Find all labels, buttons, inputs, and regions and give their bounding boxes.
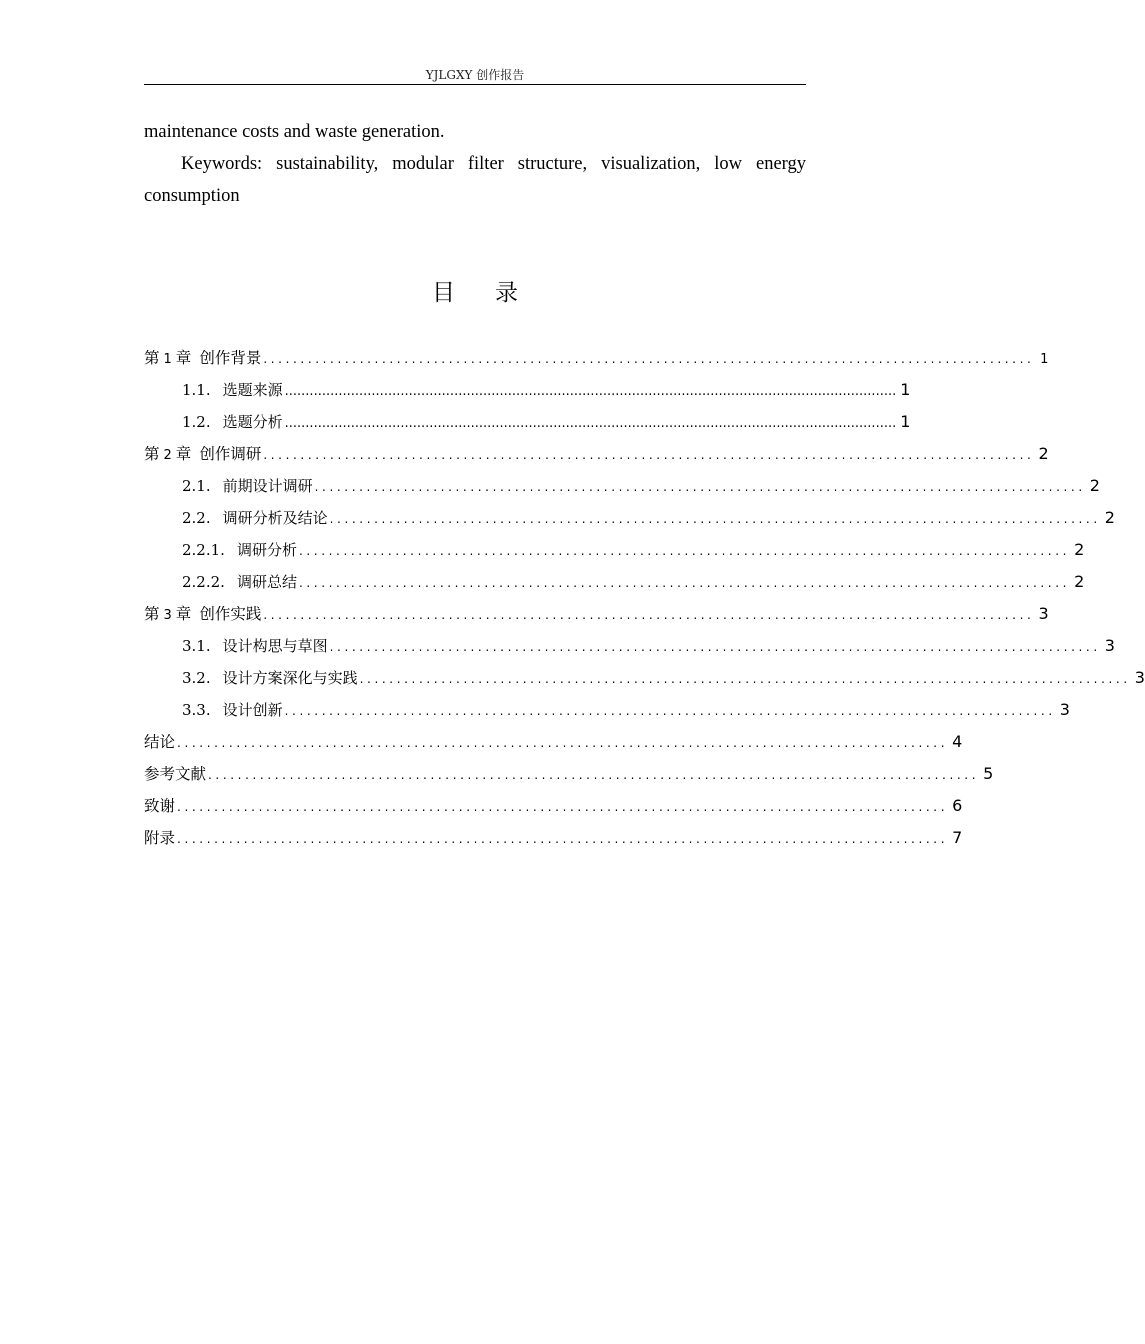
toc-section-number: 2.1. bbox=[182, 477, 211, 495]
toc-dot-leader: ........................................................................................................ bbox=[177, 800, 949, 814]
toc-dot-leader: ........................................................................................................ bbox=[359, 672, 1131, 686]
toc-page-number: 2 bbox=[1038, 444, 1049, 463]
toc-dot-leader: ........................................................................................................ bbox=[263, 448, 1035, 462]
table-of-contents bbox=[144, 342, 1145, 854]
toc-dot-leader: ........................................................................................................ bbox=[177, 736, 949, 750]
toc-title bbox=[0, 275, 950, 311]
toc-entry-3-2[interactable] bbox=[144, 662, 1145, 694]
toc-page-number: 2 bbox=[1074, 572, 1085, 591]
keywords-paragraph: Keywords: sustainability, modular filter structure, visualization, low energy consumption bbox=[144, 154, 806, 206]
toc-page-number: 2 bbox=[1104, 508, 1115, 527]
toc-entry-title: 调研总结 bbox=[236, 573, 297, 591]
toc-chapter-prefix: 第 bbox=[144, 605, 160, 623]
toc-page-number: 2 bbox=[1074, 540, 1085, 559]
toc-section-number: 2.2.1. bbox=[182, 541, 225, 559]
toc-chapter-suffix: 章 bbox=[175, 349, 192, 367]
toc-dot-leader: .................................................................................................................................................... bbox=[284, 384, 897, 399]
toc-entry-title: 调研分析及结论 bbox=[222, 509, 328, 527]
toc-dot-leader: ........................................................................................................ bbox=[263, 608, 1035, 622]
toc-page-number: 1 bbox=[900, 412, 911, 431]
toc-chapter-suffix: 章 bbox=[175, 605, 192, 623]
toc-dot-leader: ........................................................................................................ bbox=[177, 832, 949, 846]
toc-entry-title-char-2: 谢 bbox=[159, 797, 176, 815]
toc-page-number: 5 bbox=[983, 764, 994, 783]
toc-page-number: 1 bbox=[900, 380, 911, 399]
toc-entry-title: 设计构思与草图 bbox=[222, 637, 328, 655]
toc-page-number: 6 bbox=[952, 796, 963, 815]
toc-dot-leader: ........................................................................................................ bbox=[314, 480, 1086, 494]
toc-entry-title-char-1: 附 bbox=[144, 829, 160, 847]
toc-entry-title: 设计创新 bbox=[222, 701, 283, 719]
toc-entry-title: 设计方案深化与实践 bbox=[222, 669, 358, 687]
toc-dot-leader: ........................................................................................................ bbox=[208, 768, 980, 782]
toc-title-char-2: 录 bbox=[495, 280, 518, 306]
toc-section-number: 1.2. bbox=[182, 413, 211, 431]
toc-section-number: 2.2. bbox=[182, 509, 211, 527]
toc-page-number: 2 bbox=[1089, 476, 1100, 495]
toc-chapter-number: 2 bbox=[163, 448, 172, 463]
toc-dot-leader: ........................................................................................................ bbox=[329, 512, 1101, 526]
toc-page-number: 3 bbox=[1104, 636, 1115, 655]
toc-page-number: 7 bbox=[952, 828, 963, 847]
toc-entry-chapter-3[interactable] bbox=[144, 598, 1049, 630]
toc-dot-leader: ........................................................................................................ bbox=[298, 576, 1071, 590]
toc-page-number: 3 bbox=[1134, 668, 1145, 687]
toc-entry-title-char-1: 致 bbox=[144, 797, 160, 815]
toc-section-number: 2.2.2. bbox=[182, 573, 225, 591]
toc-entry-title: 参考文献 bbox=[144, 765, 207, 783]
toc-dot-leader: ........................................................................................................ bbox=[298, 544, 1071, 558]
toc-chapter-prefix: 第 bbox=[144, 349, 160, 367]
toc-dot-leader: ........................................................................................................ bbox=[263, 352, 1035, 366]
toc-page-number: 1 bbox=[1040, 352, 1049, 367]
toc-entry-2-2-2[interactable] bbox=[144, 566, 1085, 598]
toc-entry-title: 创作实践 bbox=[199, 605, 262, 623]
toc-entry-3-1[interactable] bbox=[144, 630, 1115, 662]
toc-section-number: 3.3. bbox=[182, 701, 211, 719]
toc-dot-leader: .................................................................................................................................................... bbox=[284, 416, 897, 431]
toc-entry-2-2[interactable] bbox=[144, 502, 1115, 534]
toc-entry-title: 选题来源 bbox=[222, 381, 283, 399]
toc-entry-appendix[interactable] bbox=[144, 822, 963, 854]
toc-chapter-prefix: 第 bbox=[144, 445, 160, 463]
toc-page-number: 3 bbox=[1038, 604, 1049, 623]
toc-entry-title: 创作背景 bbox=[199, 349, 262, 367]
toc-entry-title: 前期设计调研 bbox=[222, 477, 313, 495]
toc-entry-3-3[interactable] bbox=[144, 694, 1070, 726]
abstract-last-line: maintenance costs and waste generation. bbox=[144, 122, 445, 142]
toc-page-number: 3 bbox=[1059, 700, 1070, 719]
toc-entry-references[interactable] bbox=[144, 758, 994, 790]
toc-page-number: 4 bbox=[952, 732, 963, 751]
toc-entry-title-char-2: 论 bbox=[159, 733, 176, 751]
toc-section-number: 3.1. bbox=[182, 637, 211, 655]
toc-title-char-1: 目 bbox=[432, 280, 455, 306]
toc-entry-1-2[interactable] bbox=[144, 406, 911, 438]
toc-entry-2-1[interactable] bbox=[144, 470, 1100, 502]
toc-entry-conclusion[interactable] bbox=[144, 726, 963, 758]
abstract-continuation bbox=[144, 116, 806, 212]
toc-entry-title-char-2: 录 bbox=[159, 829, 176, 847]
toc-entry-2-2-1[interactable] bbox=[144, 534, 1085, 566]
toc-entry-1-1[interactable] bbox=[144, 374, 911, 406]
toc-chapter-number: 1 bbox=[163, 352, 172, 367]
page-header: YJLGXY 创作报告 bbox=[144, 66, 806, 85]
toc-dot-leader: ........................................................................................................ bbox=[284, 704, 1056, 718]
toc-chapter-suffix: 章 bbox=[175, 445, 192, 463]
toc-entry-chapter-1[interactable] bbox=[144, 342, 1049, 374]
toc-section-number: 3.2. bbox=[182, 669, 211, 687]
toc-dot-leader: ........................................................................................................ bbox=[329, 640, 1101, 654]
toc-entry-acknowledgements[interactable] bbox=[144, 790, 963, 822]
toc-chapter-number: 3 bbox=[163, 608, 172, 623]
toc-entry-chapter-2[interactable] bbox=[144, 438, 1049, 470]
toc-section-number: 1.1. bbox=[182, 381, 211, 399]
toc-entry-title: 选题分析 bbox=[222, 413, 283, 431]
toc-entry-title-char-1: 结 bbox=[144, 733, 160, 751]
toc-entry-title: 创作调研 bbox=[199, 445, 262, 463]
toc-entry-title: 调研分析 bbox=[236, 541, 297, 559]
